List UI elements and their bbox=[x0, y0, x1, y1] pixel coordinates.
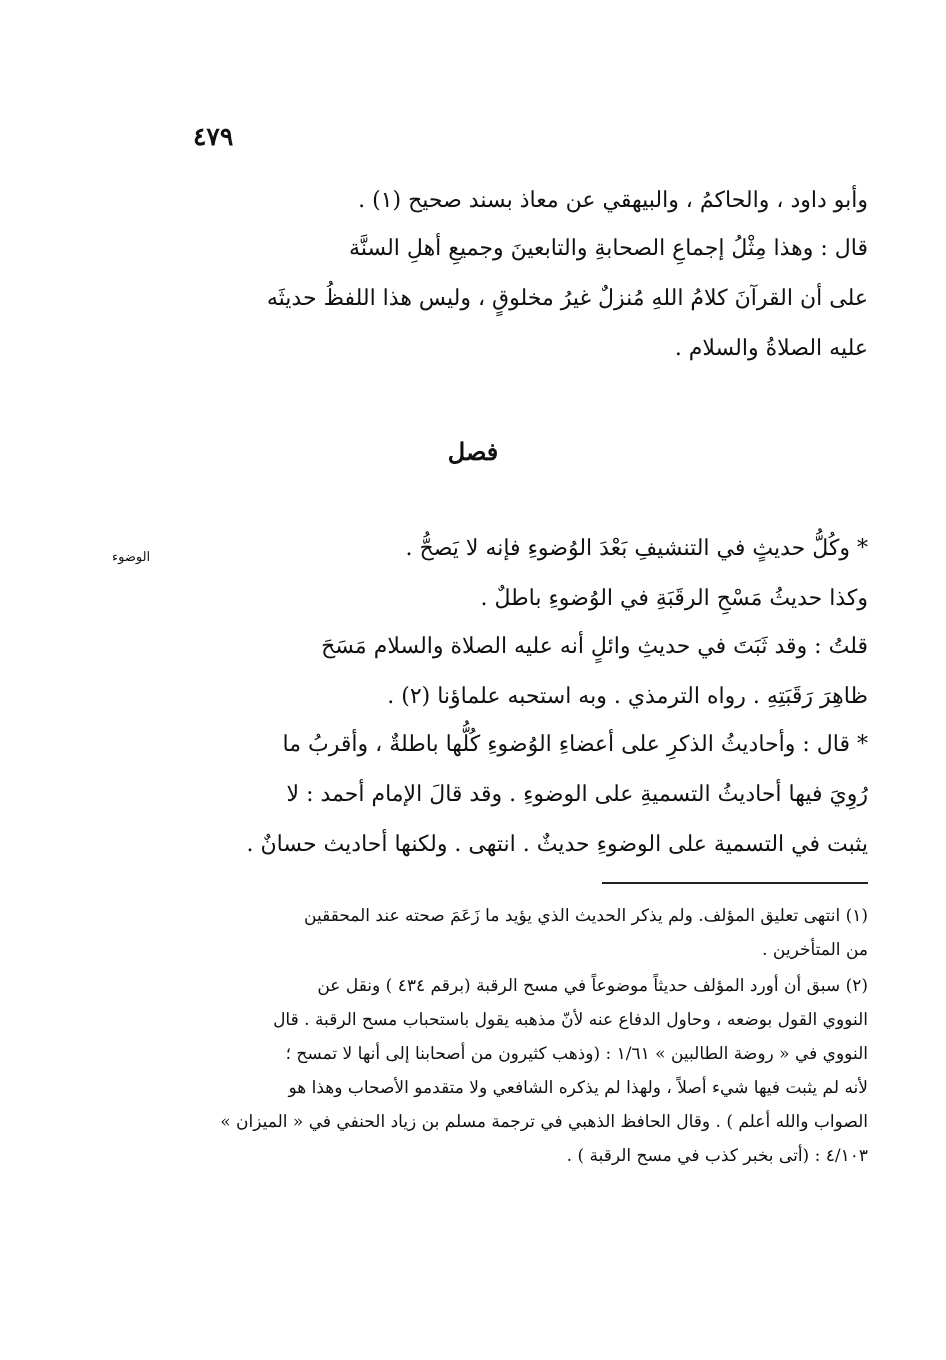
text-line-1: وأبو داود ، والحاكمُ ، والبيهقي عن معاذ بسند صحيح (١) . bbox=[358, 188, 868, 213]
text-line-7: قلتُ : وقد ثَبَتَ في حديثِ وائلٍ أنه عليه الصلاة والسلام مَسَحَ bbox=[321, 634, 868, 659]
text-line-4: عليه الصلاةُ والسلام . bbox=[674, 336, 868, 361]
text-line-2: قال : وهذا مِثْلُ إجماعِ الصحابةِ والتابعينَ وجميعِ أهلِ السنَّة bbox=[349, 236, 868, 261]
footnote-divider bbox=[602, 882, 868, 884]
text-line-6: وكذا حديثُ مَسْحِ الرقَبَةِ في الوُضوءِ باطلٌ . bbox=[480, 586, 868, 611]
footnote-line-6: لأنه لم يثبت فيها شيء أصلاً ، ولهذا لم يذكره الشافعي ولا متقدمو الأصحاب وهذا هو bbox=[288, 1078, 868, 1098]
page-number: ٤٧٩ bbox=[193, 122, 234, 151]
section-title: فصل bbox=[447, 437, 499, 466]
footnote-line-2: من المتأخرين . bbox=[762, 940, 868, 960]
footnote-line-8: ٤/١٠٣ : (أتى بخبر كذب في مسح الرقبة ) . bbox=[566, 1146, 868, 1166]
margin-note: الوضوء bbox=[112, 550, 151, 565]
footnote-line-4: النووي القول بوضعه ، وحاول الدفاع عنه لأنّ مذهبه يقول باستحباب مسح الرقبة . قال bbox=[273, 1010, 868, 1030]
text-line-3: على أن القرآنَ كلامُ اللهِ مُنزلٌ غيرُ مخلوقٍ ، وليس هذا اللفظُ حديثَه bbox=[266, 286, 868, 311]
footnote-line-1: (١) انتهى تعليق المؤلف. ولم يذكر الحديث الذي يؤيد ما زَعَمَ صحته عند المحققين bbox=[304, 906, 868, 926]
text-line-9: * قال : وأحاديثُ الذكرِ على أعضاءِ الوُضوءِ كُلُّها باطلةٌ ، وأقربُ ما bbox=[282, 732, 868, 757]
footnote-line-5: النووي في « روضة الطالبين » ١/٦١ : (وذهب كثيرون من أصحابنا إلى أنها لا تمسح ؛ bbox=[285, 1044, 868, 1064]
text-line-10: رُوِيَ فيها أحاديثُ التسميةِ على الوضوءِ . وقد قالَ الإمام أحمد : لا bbox=[286, 782, 868, 807]
footnote-line-7: الصواب والله أعلم ) . وقال الحافظ الذهبي في ترجمة مسلم بن زياد الحنفي في « الميزان » bbox=[220, 1112, 868, 1132]
text-line-8: ظاهِرَ رَقَبَتِهِ . رواه الترمذي . وبه استحبه علماؤنا (٢) . bbox=[387, 684, 868, 709]
footnote-line-3: (٢) سبق أن أورد المؤلف حديثاً موضوعاً في مسح الرقبة (برقم ٤٣٤ ) ونقل عن bbox=[317, 976, 868, 996]
text-line-11: يثبت في التسمية على الوضوءِ حديثٌ . انتهى . ولكنها أحاديث حسانٌ . bbox=[246, 832, 868, 857]
text-line-5: * وكُلُّ حديثٍ في التنشيفِ بَعْدَ الوُضوءِ فإنه لا يَصحُّ . bbox=[405, 536, 868, 561]
